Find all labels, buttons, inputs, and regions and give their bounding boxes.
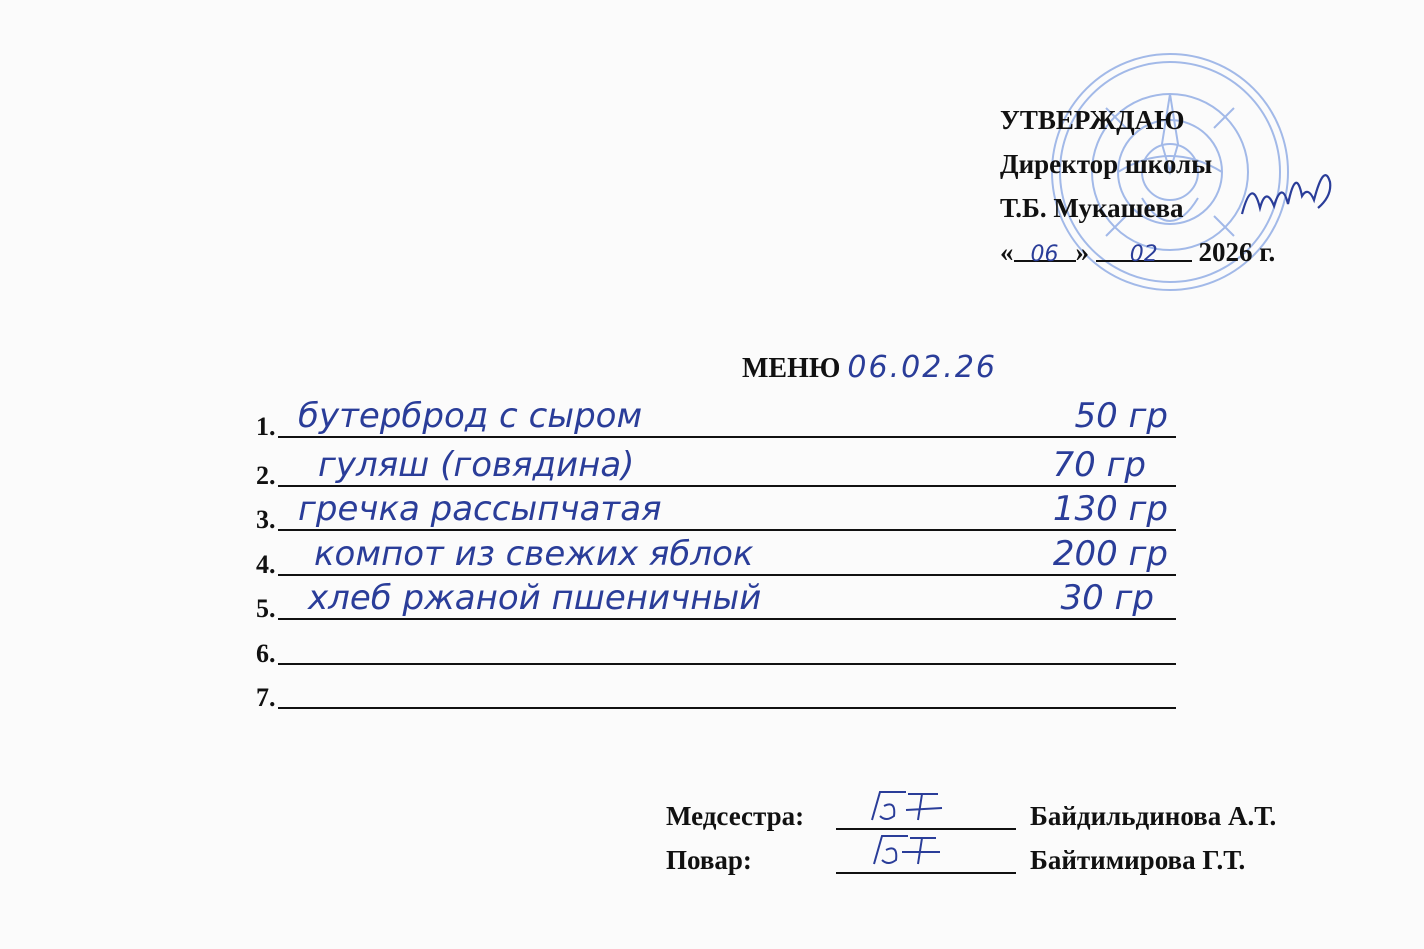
nurse-name: Байдильдинова А.Т.: [1030, 801, 1277, 831]
cook-signature-line: [666, 842, 1346, 876]
menu-title-date: 06.02.26: [847, 350, 998, 385]
row-number: 4.: [256, 550, 276, 579]
menu-row: [256, 396, 1176, 441]
row-dish: гуляш (говядина): [318, 445, 635, 485]
menu-row: [256, 445, 1176, 490]
approval-day: 06: [1030, 242, 1059, 267]
menu-row: [256, 625, 1176, 668]
menu-row: [256, 534, 1176, 579]
row-weight: 200 гр: [1052, 534, 1168, 574]
row-underline: [278, 436, 1176, 438]
row-number: 1.: [256, 412, 276, 441]
approval-heading: УТВЕРЖДАЮ: [1000, 105, 1185, 135]
director-signature: [1238, 156, 1338, 231]
quote-close: »: [1075, 237, 1089, 267]
row-dish: компот из свежих яблок: [314, 534, 754, 574]
menu-row: [256, 578, 1176, 623]
row-dish: бутерброд с сыром: [298, 396, 643, 436]
row-weight: 50 гр: [1074, 396, 1168, 436]
row-dish: хлеб ржаной пшеничный: [308, 578, 762, 618]
row-number: 6.: [256, 639, 276, 668]
signature-icon: [1238, 156, 1338, 226]
approval-day-field: [1014, 230, 1076, 267]
approval-director-name: Т.Б. Мукашева: [1000, 193, 1184, 223]
approval-block: [1000, 98, 1275, 274]
row-underline: [278, 485, 1176, 487]
menu-title-label: МЕНЮ: [742, 353, 841, 384]
nurse-label: Медсестра:: [666, 801, 805, 831]
nurse-signature-line: [666, 798, 1346, 832]
approval-year: 2026 г.: [1198, 237, 1276, 267]
row-weight: 30 гр: [1060, 578, 1154, 618]
cook-signature-icon: [866, 830, 946, 870]
quote-open: «: [1000, 237, 1014, 267]
row-number: 5.: [256, 594, 276, 623]
row-number: 2.: [256, 461, 276, 490]
approval-month-field: [1096, 230, 1192, 267]
menu-row: [256, 669, 1176, 712]
approval-month: 02: [1129, 242, 1158, 267]
cook-sign-underline: [836, 872, 1016, 874]
cook-label: Повар:: [666, 845, 752, 875]
row-underline: [278, 574, 1176, 576]
row-underline: [278, 618, 1176, 620]
row-underline: [278, 707, 1176, 709]
approval-date: [1000, 230, 1275, 274]
row-weight: 130 гр: [1052, 489, 1168, 529]
row-underline: [278, 529, 1176, 531]
nurse-signature-icon: [866, 786, 946, 826]
cook-name: Байтимирова Г.Т.: [1030, 845, 1246, 875]
row-weight: 70 гр: [1052, 445, 1146, 485]
approval-position: Директор школы: [1000, 149, 1213, 179]
menu-row: [256, 489, 1176, 534]
row-dish: гречка рассыпчатая: [298, 489, 662, 529]
row-number: 7.: [256, 683, 276, 712]
menu-title: [742, 350, 997, 385]
row-number: 3.: [256, 505, 276, 534]
row-underline: [278, 663, 1176, 665]
